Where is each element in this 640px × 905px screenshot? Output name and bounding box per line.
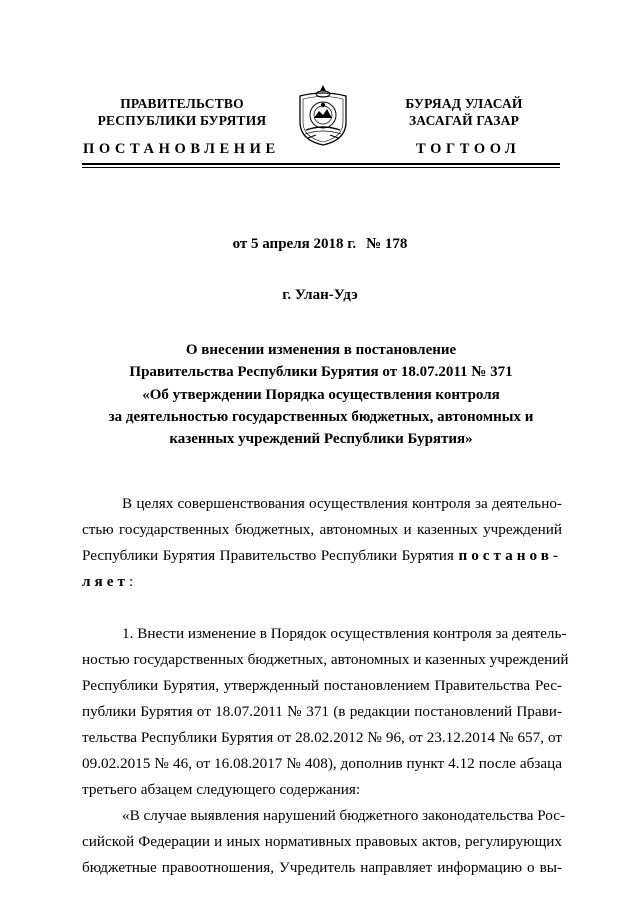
body-line: стью государственных бюджетных, автономных и казенных учреждений [82,521,562,538]
decree-number: № 178 [366,236,408,252]
header-left-line-2: РЕСПУБЛИКИ БУРЯТИЯ [97,113,267,128]
postanovlyaet-word-b: ляет [82,573,129,590]
title-line-2: Правительства Республики Бурятия от 18.07.2011 № 371 [129,364,513,381]
header-left [94,95,270,129]
decree-title [90,339,552,450]
body-line-text: Республики Бурятия Правительство Республики Бурятия [82,547,454,564]
postanovlyaet-word-a: постанов- [458,547,563,564]
header-left-line-1: ПРАВИТЕЛЬСТВО [120,96,244,111]
body-line: Республики Бурятия, утвержденный постановлением Правительства Рес- [82,677,562,694]
body-line [82,573,562,591]
decree-city: г. Улан-Удэ [282,287,358,303]
decree-date-line [0,236,640,253]
title-line-3: «Об утверждении Порядка осуществления контроля [142,386,500,403]
decree-date: от 5 апреля 2018 г. [232,236,357,252]
body-line [82,547,562,565]
coat-of-arms-icon [296,82,350,148]
body-line: ностью государственных бюджетных, автономных и казенных учреждений [82,651,569,668]
header-rule-thick [82,163,560,165]
body-line: третьего абзацем следующего содержания: [82,781,361,798]
body-line: 09.02.2015 № 46, от 16.08.2017 № 408), дополнив пункт 4.12 после абзаца [82,755,562,772]
header-right [386,95,542,129]
body-line: В целях совершенствования осуществления контроля за деятельно- [122,495,562,512]
body-line: 1. Внести изменение в Порядок осуществления контроля за деятель- [122,625,567,642]
header-right-line-1: БУРЯАД УЛАСАЙ [405,96,523,111]
title-line-1: О внесении изменения в постановление [185,342,457,358]
body-line: «В случае выявления нарушений бюджетного законодательства Рос- [122,807,566,824]
header-rule-thin [82,167,560,168]
body-colon: : [128,573,134,590]
header-right-line-2: ЗАСАГАЙ ГАЗАР [408,113,520,128]
title-line-4: за деятельностью государственных бюджетных, автономных и [108,408,534,425]
body-line: публики Бурятия от 18.07.2011 № 371 (в редакции постановлений Прави- [82,703,562,720]
decree-label-ru: ПОСТАНОВЛЕНИЕ [83,141,280,157]
body-line: сийской Федерации и иных нормативных правовых актов, регулирующих [82,833,562,850]
body-line: бюджетные правоотношения, Учредитель направляет информацию о вы- [82,859,562,876]
body-line: тельства Республики Бурятия от 28.02.2012 № 96, от 23.12.2014 № 657, от [82,729,562,746]
decree-label-bua: ТОГТООЛ [416,141,521,157]
title-line-5: казенных учреждений Республики Бурятия» [169,431,473,448]
